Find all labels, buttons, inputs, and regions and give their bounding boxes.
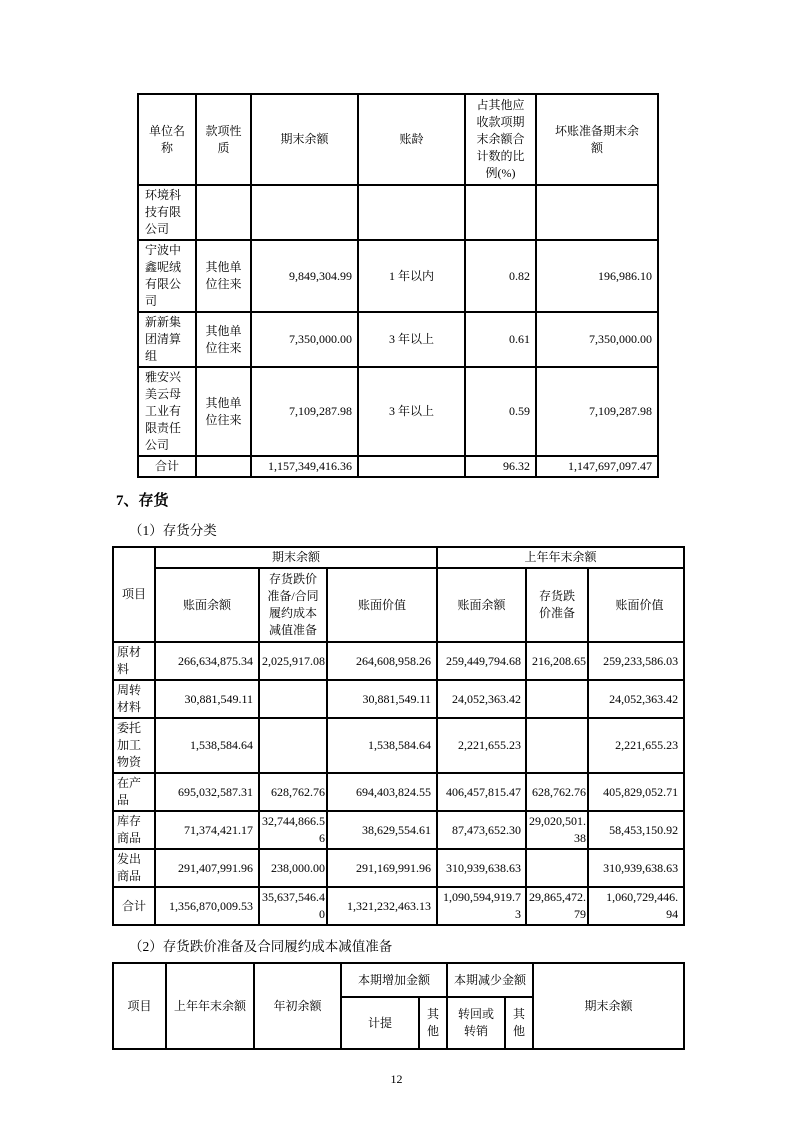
table-cell bbox=[526, 849, 588, 887]
header-cell: 项目 bbox=[113, 547, 155, 642]
inventory-classification-heading: （1）存货分类 bbox=[129, 523, 217, 538]
table-total-row bbox=[138, 456, 658, 477]
header-cell: 期末余额 bbox=[251, 94, 358, 185]
header-cell: 项目 bbox=[113, 963, 166, 1049]
table-header-row bbox=[113, 568, 684, 642]
table-row bbox=[138, 312, 658, 367]
table-header-row bbox=[113, 963, 684, 997]
table-cell: 628,762.76 bbox=[259, 773, 327, 811]
table-cell: 259,233,586.03 bbox=[588, 642, 684, 680]
table-cell: 310,939,638.63 bbox=[588, 849, 684, 887]
table-cell: 2,221,655.23 bbox=[588, 718, 684, 773]
table-cell bbox=[196, 185, 251, 240]
table-cell: 695,032,587.31 bbox=[155, 773, 259, 811]
table-cell: 0.61 bbox=[465, 312, 536, 367]
header-cell: 转回或转销 bbox=[447, 997, 505, 1049]
row-label-cell: 合计 bbox=[138, 456, 196, 477]
table-cell: 35,637,546.40 bbox=[259, 887, 327, 925]
table-header-row bbox=[113, 547, 684, 568]
header-cell: 期末余额 bbox=[533, 963, 684, 1049]
row-label-cell: 库存商品 bbox=[113, 811, 155, 849]
table-cell: 7,350,000.00 bbox=[251, 312, 358, 367]
header-cell: 本期增加金额 bbox=[341, 963, 447, 997]
header-cell: 账龄 bbox=[358, 94, 465, 185]
table-cell: 1,090,594,919.73 bbox=[437, 887, 526, 925]
table-cell: 264,608,958.26 bbox=[327, 642, 437, 680]
table-row bbox=[113, 811, 684, 849]
table-cell: 406,457,815.47 bbox=[437, 773, 526, 811]
header-cell: 款项性质 bbox=[196, 94, 251, 185]
table-cell: 7,109,287.98 bbox=[251, 367, 358, 456]
header-cell: 单位名称 bbox=[138, 94, 196, 185]
table-cell bbox=[251, 185, 358, 240]
table-cell: 24,052,363.42 bbox=[588, 680, 684, 718]
table-cell: 7,350,000.00 bbox=[536, 312, 658, 367]
table-cell: 310,939,638.63 bbox=[437, 849, 526, 887]
table-cell: 87,473,652.30 bbox=[437, 811, 526, 849]
table-cell: 1,147,697,097.47 bbox=[536, 456, 658, 477]
table-cell: 30,881,549.11 bbox=[155, 680, 259, 718]
table-total-row bbox=[113, 887, 684, 925]
inventory-provision-table bbox=[112, 962, 685, 1050]
header-cell: 本期减少金额 bbox=[447, 963, 533, 997]
table-cell bbox=[196, 456, 251, 477]
row-label-cell: 环境科技有限公司 bbox=[138, 185, 196, 240]
row-label-cell: 原材料 bbox=[113, 642, 155, 680]
table-cell: 3 年以上 bbox=[358, 367, 465, 456]
table-cell: 29,020,501.38 bbox=[526, 811, 588, 849]
table-cell: 291,407,991.96 bbox=[155, 849, 259, 887]
table-cell: 196,986.10 bbox=[536, 240, 658, 312]
header-cell: 其他 bbox=[419, 997, 447, 1049]
table-cell: 其他单位往来 bbox=[196, 312, 251, 367]
table-cell bbox=[526, 680, 588, 718]
header-cell: 占其他应收款项期末余额合计数的比例(%) bbox=[465, 94, 536, 185]
table-cell: 24,052,363.42 bbox=[437, 680, 526, 718]
table-cell: 1,157,349,416.36 bbox=[251, 456, 358, 477]
inventory-section-heading: 7、存货 bbox=[116, 493, 169, 509]
table-cell: 628,762.76 bbox=[526, 773, 588, 811]
table-row bbox=[138, 367, 658, 456]
header-cell: 账面余额 bbox=[437, 568, 526, 642]
table-cell bbox=[358, 185, 465, 240]
table-cell: 38,629,554.61 bbox=[327, 811, 437, 849]
table-cell: 1,538,584.64 bbox=[155, 718, 259, 773]
row-label-cell: 发出商品 bbox=[113, 849, 155, 887]
table-cell: 1,538,584.64 bbox=[327, 718, 437, 773]
inventory-provision-heading: （2）存货跌价准备及合同履约成本减值准备 bbox=[129, 939, 393, 954]
table-cell: 3 年以上 bbox=[358, 312, 465, 367]
header-cell: 期末余额 bbox=[155, 547, 437, 568]
table-cell: 259,449,794.68 bbox=[437, 642, 526, 680]
table-row bbox=[113, 680, 684, 718]
table-cell: 29,865,472.79 bbox=[526, 887, 588, 925]
table-cell: 1,356,870,009.53 bbox=[155, 887, 259, 925]
row-label-cell: 在产品 bbox=[113, 773, 155, 811]
table-row bbox=[113, 773, 684, 811]
table-cell: 其他单位往来 bbox=[196, 240, 251, 312]
table-row bbox=[138, 240, 658, 312]
table-cell bbox=[259, 718, 327, 773]
header-cell: 存货跌价准备/合同履约成本减值准备 bbox=[259, 568, 327, 642]
row-label-cell: 雅安兴美云母工业有限责任公司 bbox=[138, 367, 196, 456]
header-cell: 上年年末余额 bbox=[437, 547, 684, 568]
table-cell: 32,744,866.56 bbox=[259, 811, 327, 849]
header-cell: 计提 bbox=[341, 997, 419, 1049]
table-cell bbox=[259, 680, 327, 718]
table-row bbox=[138, 185, 658, 240]
header-cell: 其他 bbox=[505, 997, 533, 1049]
table-cell: 58,453,150.92 bbox=[588, 811, 684, 849]
table-cell: 2,025,917.08 bbox=[259, 642, 327, 680]
table-cell: 216,208.65 bbox=[526, 642, 588, 680]
table-cell: 1 年以内 bbox=[358, 240, 465, 312]
header-cell: 存货跌价准备 bbox=[526, 568, 588, 642]
header-cell: 账面价值 bbox=[327, 568, 437, 642]
table-cell: 71,374,421.17 bbox=[155, 811, 259, 849]
header-cell: 上年年末余额 bbox=[166, 963, 254, 1049]
inventory-classification-table bbox=[112, 546, 685, 926]
header-cell: 坏账准备期末余额 bbox=[536, 94, 658, 185]
table-cell: 9,849,304.99 bbox=[251, 240, 358, 312]
table-cell: 7,109,287.98 bbox=[536, 367, 658, 456]
header-cell: 年初余额 bbox=[254, 963, 341, 1049]
other-receivables-table bbox=[137, 93, 659, 478]
table-cell: 2,221,655.23 bbox=[437, 718, 526, 773]
table-cell: 405,829,052.71 bbox=[588, 773, 684, 811]
table-cell bbox=[526, 718, 588, 773]
table-cell: 694,403,824.55 bbox=[327, 773, 437, 811]
table-cell: 0.59 bbox=[465, 367, 536, 456]
table-header-row bbox=[138, 94, 658, 185]
table-cell: 0.82 bbox=[465, 240, 536, 312]
table-cell: 其他单位往来 bbox=[196, 367, 251, 456]
table-row bbox=[113, 718, 684, 773]
table-cell: 291,169,991.96 bbox=[327, 849, 437, 887]
table-cell: 1,060,729,446.94 bbox=[588, 887, 684, 925]
row-label-cell: 合计 bbox=[113, 887, 155, 925]
table-cell: 30,881,549.11 bbox=[327, 680, 437, 718]
page-number: 12 bbox=[390, 1072, 403, 1086]
header-cell: 账面价值 bbox=[588, 568, 684, 642]
table-cell bbox=[465, 185, 536, 240]
table-cell: 238,000.00 bbox=[259, 849, 327, 887]
table-cell: 96.32 bbox=[465, 456, 536, 477]
table-cell bbox=[358, 456, 465, 477]
table-row bbox=[113, 642, 684, 680]
row-label-cell: 宁波中鑫呢绒有限公司 bbox=[138, 240, 196, 312]
row-label-cell: 周转材料 bbox=[113, 680, 155, 718]
table-cell: 1,321,232,463.13 bbox=[327, 887, 437, 925]
table-cell bbox=[536, 185, 658, 240]
header-cell: 账面余额 bbox=[155, 568, 259, 642]
row-label-cell: 委托加工物资 bbox=[113, 718, 155, 773]
table-row bbox=[113, 849, 684, 887]
row-label-cell: 新新集团清算组 bbox=[138, 312, 196, 367]
table-cell: 266,634,875.34 bbox=[155, 642, 259, 680]
